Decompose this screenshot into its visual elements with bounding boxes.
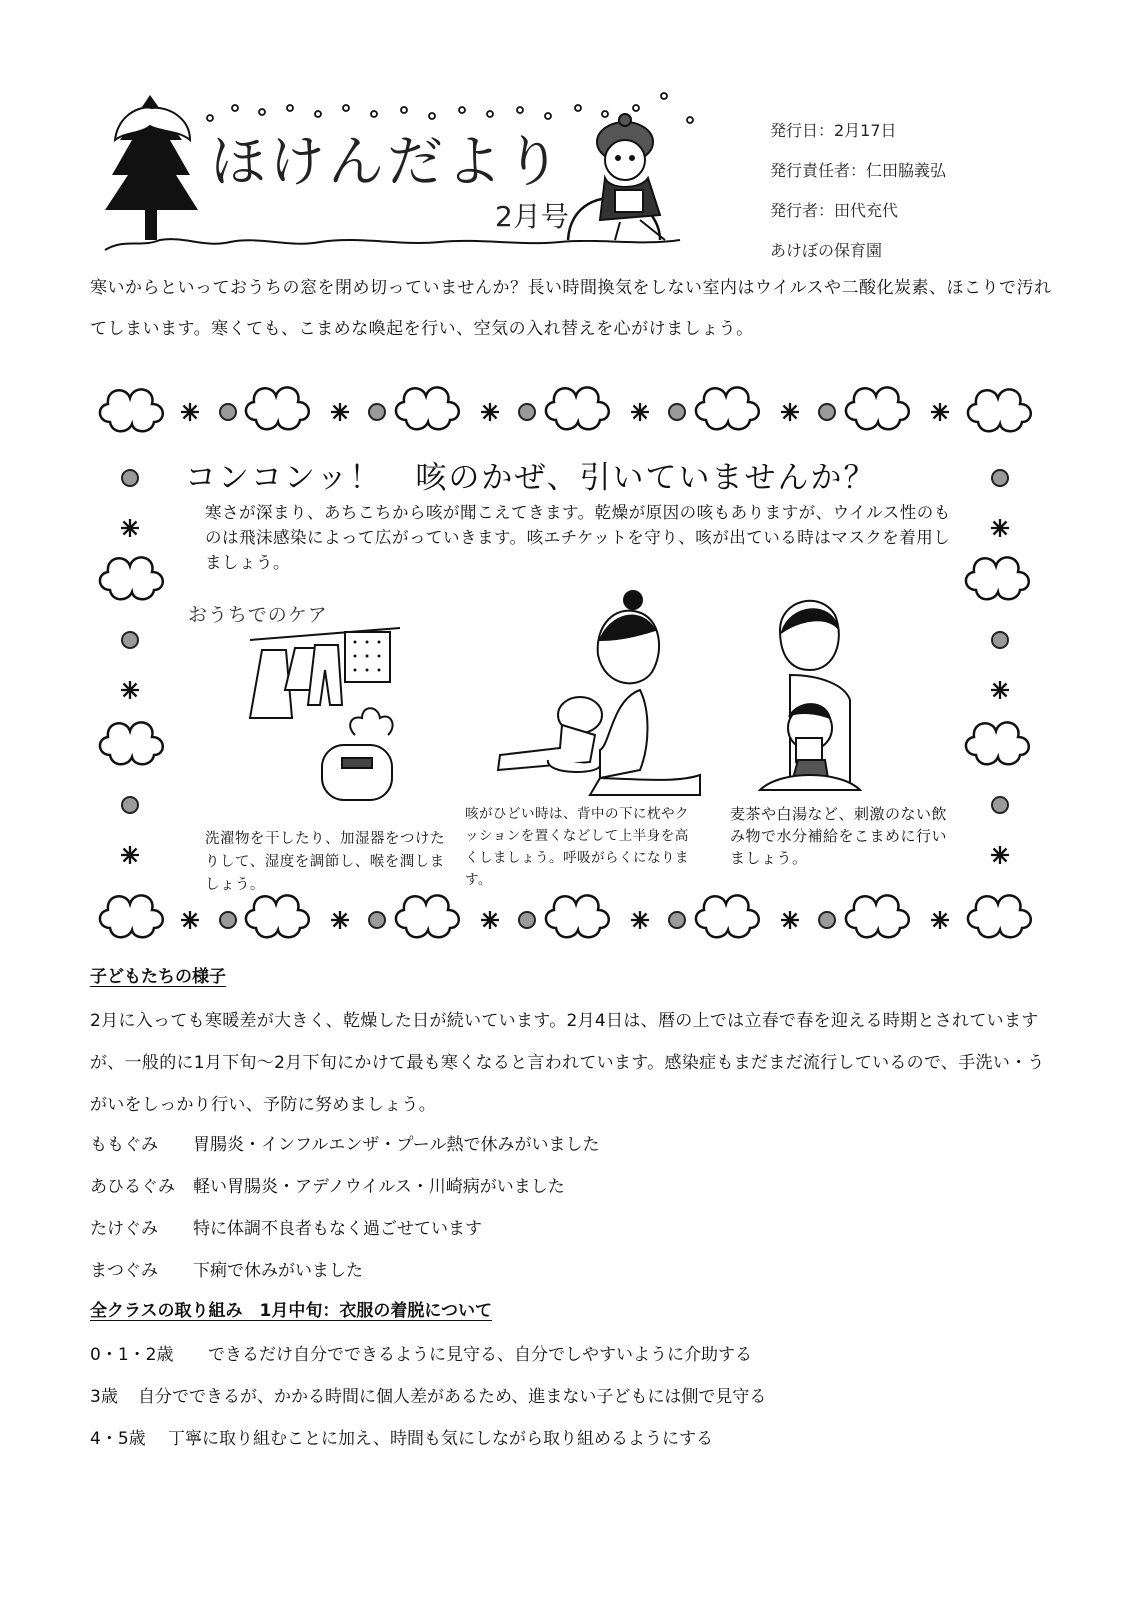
mother-child-pillow-illustration-icon <box>498 591 700 795</box>
class-name: ももぐみ <box>90 1135 158 1155</box>
cough-section-title: コンコンッ！ 咳のかぜ、引いていませんか？ <box>185 460 877 496</box>
responsible-person: 発行責任者：仁田脇義弘 <box>770 161 947 180</box>
tree-icon <box>105 95 198 240</box>
newsletter-title: ほけんだより <box>210 130 564 195</box>
effort-text: できるだけ自分でできるように見守る、自分でしやすいように介助する <box>208 1345 752 1365</box>
effort-text: 丁寧に取り組むことに加え、時間も気にしながら取り組めるようにする <box>168 1429 714 1449</box>
home-care-label: おうちでのケア <box>188 604 328 626</box>
organization-name: あけぼの保育園 <box>770 241 883 260</box>
publish-date: 発行日：2月17日 <box>770 121 897 140</box>
children-section-text: 2月に入っても寒暖差が大きく、乾燥した日が続いています。2月4日は、暦の上では立春で春を迎える時期とされていますが、一般的に1月下旬～2月下旬にかけて最も寒くなると言われています。感染症もまだまだ流行しているので、手洗い・うがいをしっかり行い、予防に努めましょう。 <box>90 1011 1045 1115</box>
effort-row <box>90 1382 766 1407</box>
care-caption-pillow: 咳がひどい時は、背中の下に枕やクッションを置くなどして上半身を高くしましょう。呼吸がらくになります。 <box>465 806 689 888</box>
class-name: まつぐみ <box>90 1261 158 1281</box>
class-row <box>90 1172 565 1197</box>
class-status: 軽い胃腸炎・アデノウイルス・川崎病がいました <box>193 1177 565 1197</box>
class-row <box>90 1256 363 1281</box>
effort-row <box>90 1340 752 1365</box>
cough-section-text: 寒さが深まり、あちこちから咳が聞こえてきます。乾燥が原因の咳もありますが、ウイルス性のものは飛沫感染によって広がっていきます。咳エチケットを守り、咳が出ている時はマスクを着用しましょう。 <box>205 503 951 572</box>
laundry-humidifier-illustration-icon <box>250 628 400 800</box>
class-status: 胃腸炎・インフルエンザ・プール熱で休みがいました <box>193 1135 600 1155</box>
care-caption-hydration: 麦茶や白湯など、刺激のない飲み物で水分補給をこまめに行いましょう。 <box>730 805 948 867</box>
publisher: 発行者：田代充代 <box>770 201 899 220</box>
effort-text: 自分でできるが、かかる時間に個人差があるため、進まない子どもには側で見守る <box>138 1387 767 1407</box>
care-caption-humidity: 洗濯物を干したり、加湿器をつけたりして、湿度を調節し、喉を潤しましょう。 <box>205 831 445 893</box>
intro-paragraph: 寒いからといっておうちの窓を閉め切っていませんか？長い時間換気をしない室内はウイルスや二酸化炭素、ほこりで汚れてしまいます。寒くても、こまめな喚起を行い、空気の入れ替えを心がけましょう。 <box>90 278 1052 339</box>
children-section-heading: 子どもたちの様子 <box>90 967 226 987</box>
effort-age: 3歳 <box>90 1387 118 1407</box>
efforts-section-heading: 全クラスの取り組み 1月中旬：衣服の着脱について <box>90 1301 492 1321</box>
class-status: 下痢で休みがいました <box>193 1261 363 1281</box>
class-status: 特に体調不良者もなく過ごせています <box>193 1219 482 1239</box>
class-name: あひるぐみ <box>90 1177 175 1197</box>
effort-row <box>90 1424 713 1449</box>
issue-label: 2月号 <box>495 200 569 233</box>
mother-child-drinking-illustration-icon <box>760 601 860 790</box>
effort-age: 4・5歳 <box>90 1429 146 1449</box>
class-row <box>90 1214 482 1239</box>
effort-age: 0・1・2歳 <box>90 1345 174 1365</box>
snow-ground-icon <box>105 239 680 250</box>
class-name: たけぐみ <box>90 1219 158 1239</box>
class-row <box>90 1130 599 1155</box>
